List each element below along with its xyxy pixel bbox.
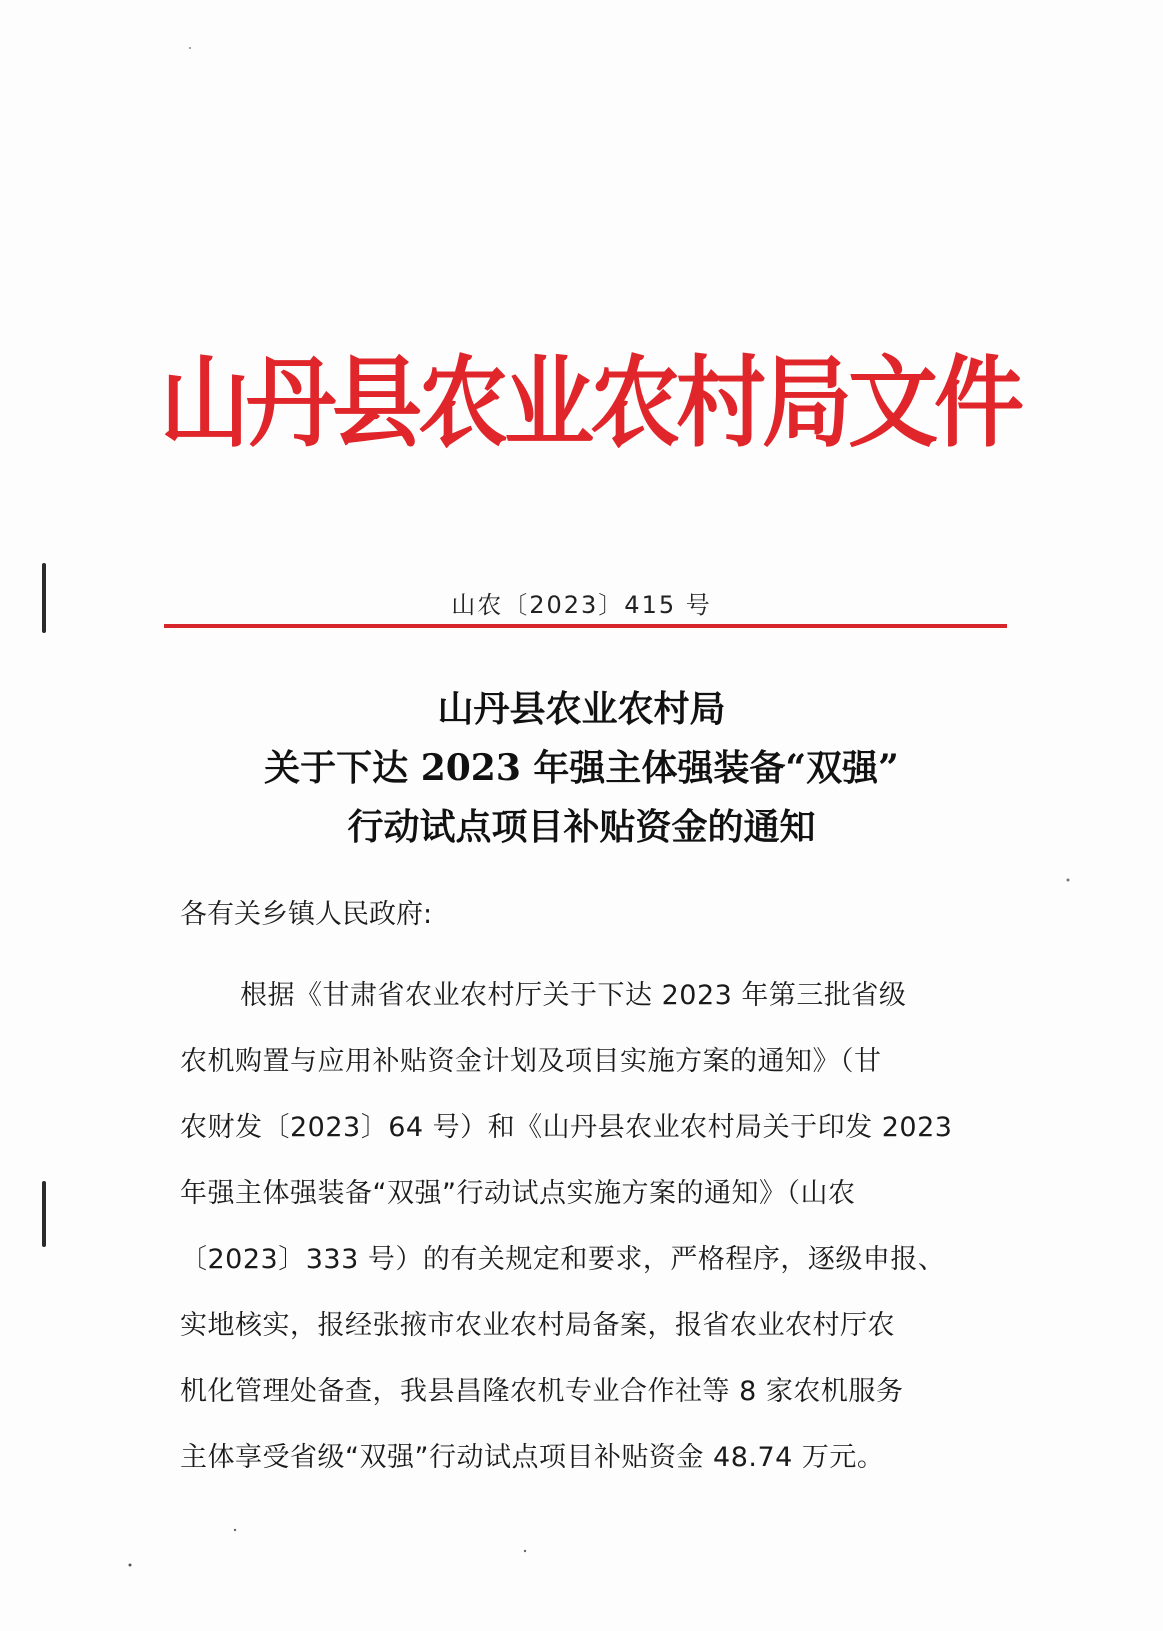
paragraph-line: 根据《甘肃省农业农村厅关于下达 2023 年第三批省级 bbox=[240, 980, 907, 1011]
title-line: 行动试点项目补贴资金的通知 bbox=[347, 806, 816, 848]
paragraph-line: 〔2023〕333 号）的有关规定和要求，严格程序，逐级申报、 bbox=[180, 1244, 946, 1275]
binding-hole-mark-bottom bbox=[42, 1181, 46, 1247]
title-line: 关于下达 2023 年强主体强装备“双强” bbox=[264, 747, 899, 789]
paragraph-line: 主体享受省级“双强”行动试点项目补贴资金 48.74 万元。 bbox=[180, 1442, 885, 1473]
paragraph-line: 农财发〔2023〕64 号）和《山丹县农业农村局关于印发 2023 bbox=[180, 1112, 953, 1143]
paragraph-line: 机化管理处备查，我县昌隆农机专业合作社等 8 家农机服务 bbox=[180, 1376, 904, 1407]
red-divider-line bbox=[164, 624, 1007, 628]
paragraph-line: 实地核实，报经张掖市农业农村局备案，报省农业农村厅农 bbox=[180, 1310, 895, 1341]
document-number: 山农〔2023〕415 号 bbox=[451, 591, 712, 619]
salutation: 各有关乡镇人民政府: bbox=[180, 899, 433, 930]
document-body bbox=[180, 895, 1000, 1491]
document-title bbox=[0, 680, 1163, 857]
title-line: 山丹县农业农村局 bbox=[437, 688, 726, 730]
paragraph-line: 年强主体强装备“双强”行动试点实施方案的通知》（山农 bbox=[180, 1178, 856, 1209]
document-masthead: 山丹县农业农村局文件 bbox=[160, 344, 1020, 462]
body-paragraph bbox=[180, 963, 1000, 1491]
paragraph-line: 农机购置与应用补贴资金计划及项目实施方案的通知》（甘 bbox=[180, 1046, 882, 1077]
